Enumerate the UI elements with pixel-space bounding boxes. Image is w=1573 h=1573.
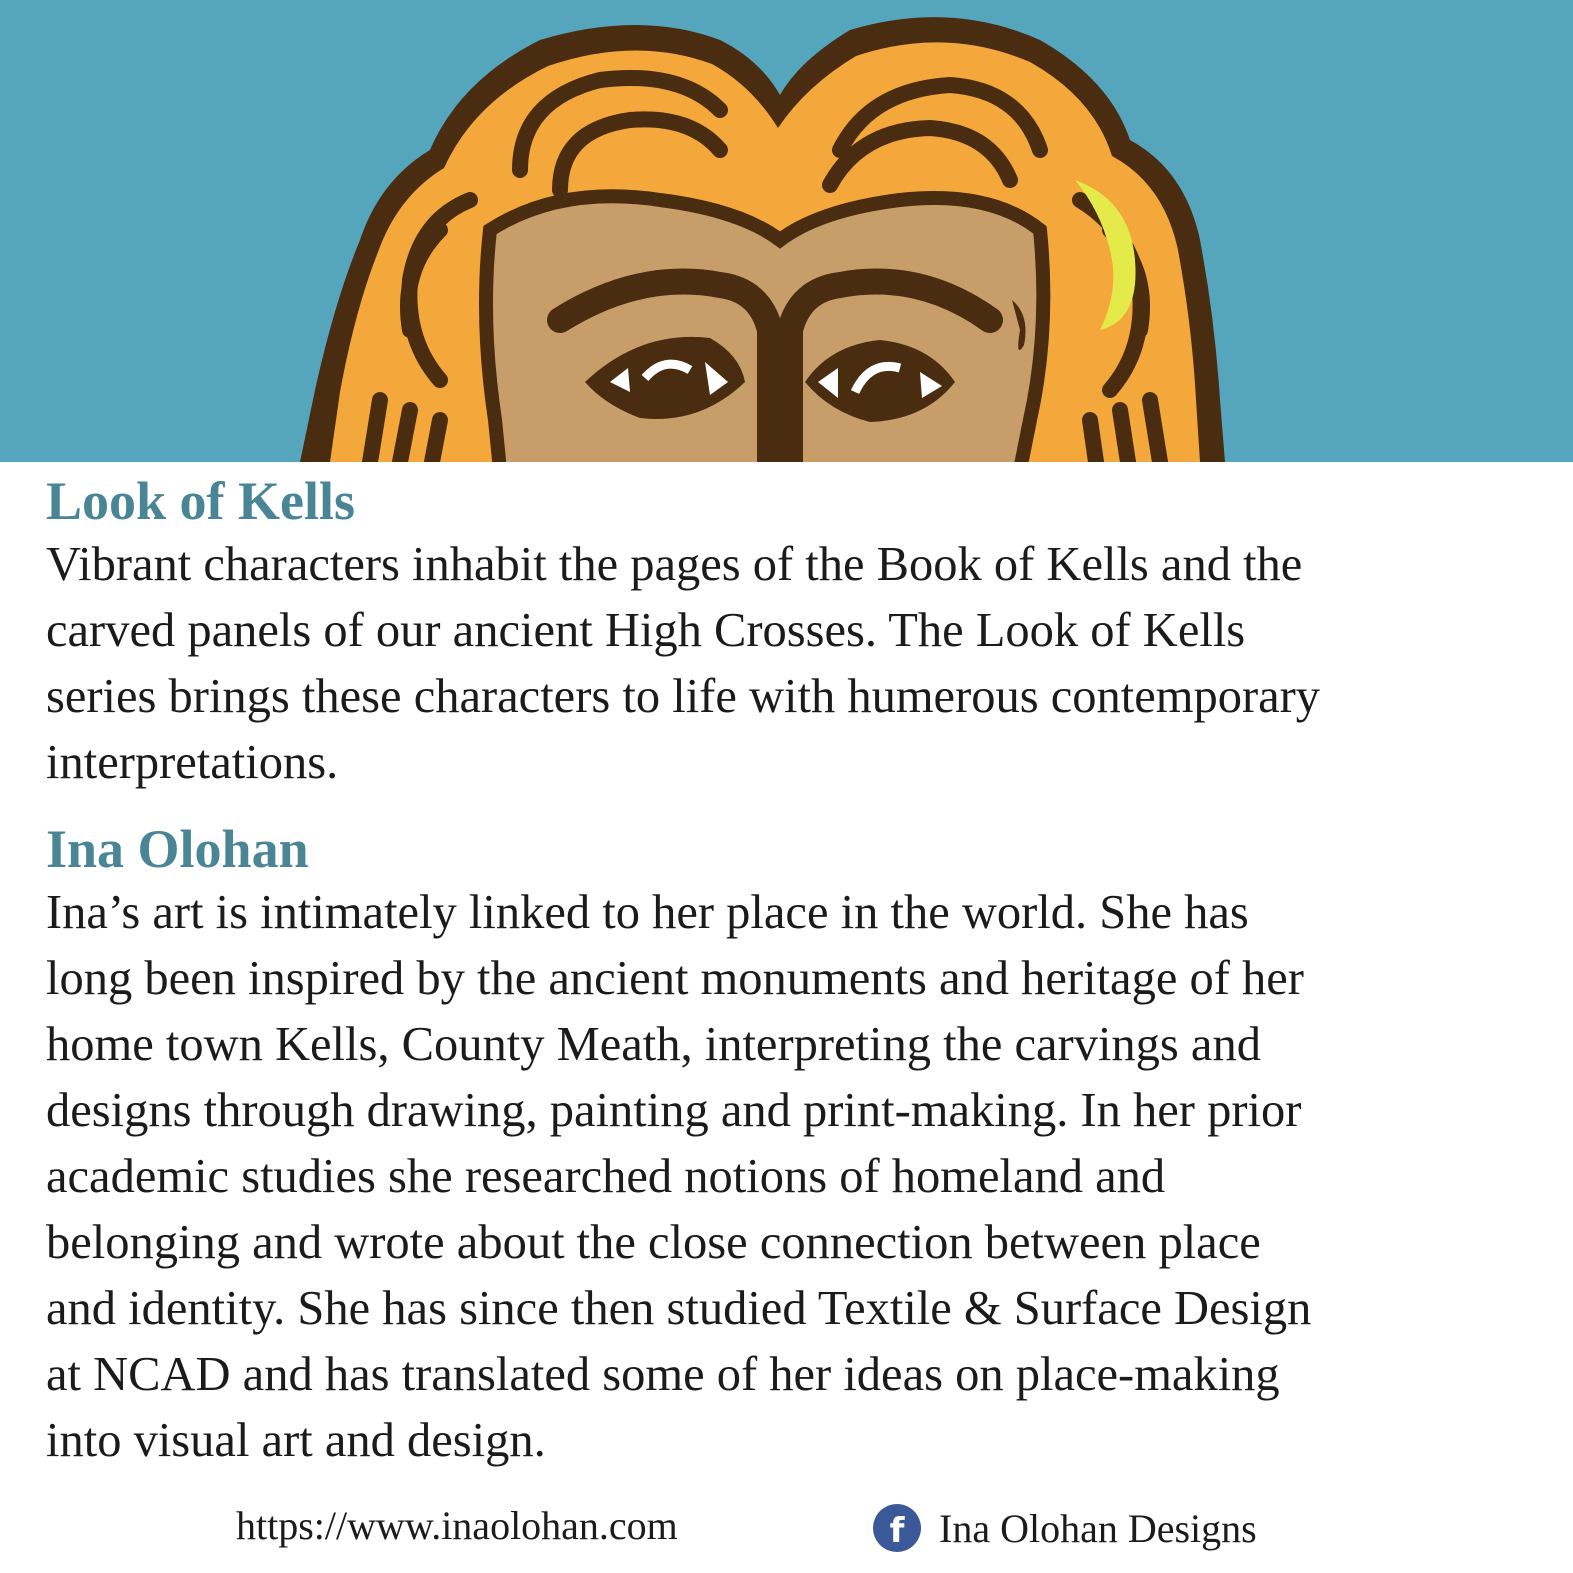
body-line: home town Kells, County Meath, interpreting the carvings and (46, 1018, 1261, 1071)
facebook-icon: f (873, 1504, 921, 1552)
body-line: Vibrant characters inhabit the pages of the Book of Kells and the (46, 538, 1303, 591)
website-link[interactable]: https://www.inaolohan.com (236, 1503, 678, 1548)
section-title-ina-olohan: Ina Olohan (46, 819, 309, 879)
body-line: interpretations. (46, 736, 339, 789)
text-content (46, 470, 1546, 1474)
section-title-look-of-kells: Look of Kells (46, 471, 356, 531)
footer (0, 1500, 1573, 1560)
section-body-look-of-kells (46, 532, 1546, 796)
body-line: designs through drawing, painting and print-making. In her prior (46, 1084, 1302, 1137)
section-body-ina-olohan (46, 880, 1546, 1474)
body-line: at NCAD and has translated some of her ideas on place-making (46, 1348, 1280, 1401)
body-line: into visual art and design. (46, 1414, 546, 1467)
facebook-link[interactable] (873, 1500, 1257, 1556)
header-illustration (0, 0, 1573, 462)
body-line: Ina’s art is intimately linked to her place in the world. She has (46, 886, 1249, 939)
body-line: and identity. She has since then studied Textile & Surface Design (46, 1282, 1312, 1335)
body-line: belonging and wrote about the close connection between place (46, 1216, 1261, 1269)
kells-face-illustration (0, 0, 1573, 462)
facebook-label: Ina Olohan Designs (939, 1505, 1257, 1551)
body-line: academic studies she researched notions of homeland and (46, 1150, 1166, 1203)
body-line: long been inspired by the ancient monuments and heritage of her (46, 952, 1304, 1005)
body-line: series brings these characters to life with humerous contemporary (46, 670, 1321, 723)
body-line: carved panels of our ancient High Crosses. The Look of Kells (46, 604, 1246, 657)
